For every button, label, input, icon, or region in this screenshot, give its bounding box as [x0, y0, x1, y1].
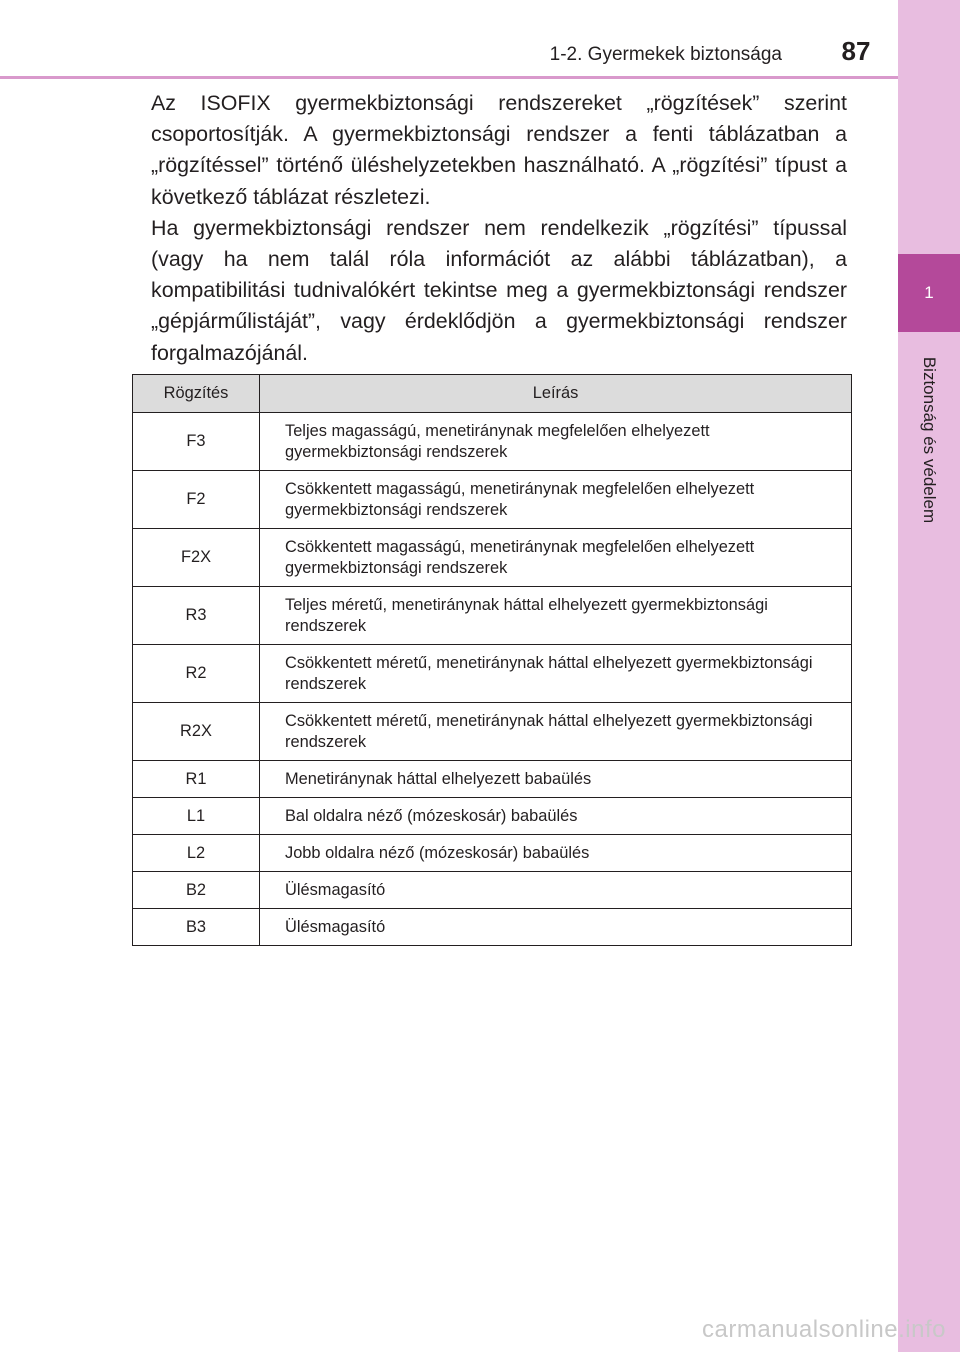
fixture-code: B2	[133, 872, 260, 909]
header-divider	[0, 76, 898, 79]
fixture-description: Ülésmagasító	[260, 909, 852, 946]
table-row	[133, 872, 852, 909]
table-row	[133, 761, 852, 798]
fixture-description: Teljes magasságú, menetiránynak megfelelően elhelyezett gyermekbiztonsági rendszerek	[260, 413, 852, 471]
table-row	[133, 587, 852, 645]
fixture-description: Csökkentett méretű, menetiránynak háttal elhelyezett gyermekbiztonsági rendszerek	[260, 703, 852, 761]
fixture-code: R3	[133, 587, 260, 645]
table-row	[133, 413, 852, 471]
fixture-code: B3	[133, 909, 260, 946]
table-header-row	[133, 375, 852, 413]
chapter-number: 1	[924, 283, 934, 302]
table-row	[133, 645, 852, 703]
fixture-code: R1	[133, 761, 260, 798]
fixture-description: Teljes méretű, menetiránynak háttal elhelyezett gyermekbiztonsági rendszerek	[260, 587, 852, 645]
fixture-code: F2	[133, 471, 260, 529]
isofix-fixture-table	[132, 374, 852, 946]
column-header-description: Leírás	[260, 375, 852, 413]
fixture-code: R2	[133, 645, 260, 703]
watermark: carmanualsonline.info	[702, 1316, 946, 1343]
fixture-code: F3	[133, 413, 260, 471]
paragraph-2: Ha gyermekbiztonsági rendszer nem rendelkezik „rögzítési” típussal (vagy ha nem talál róla információt az alábbi táblázatban), a kompatibilitási tudnivalókért tekintse meg a gyermekbiztonsági rendszer „gépjárműlistáját”, vagy érdeklődjön a gyermekbiztonsági rendszer forgalmazójánál.	[151, 215, 847, 365]
fixture-description: Csökkentett magasságú, menetiránynak megfelelően elhelyezett gyermekbiztonsági rendszerek	[260, 471, 852, 529]
body-text	[151, 88, 847, 369]
fixture-code: F2X	[133, 529, 260, 587]
chapter-tab[interactable]	[898, 254, 960, 332]
table-row	[133, 703, 852, 761]
table-row	[133, 798, 852, 835]
table-row	[133, 909, 852, 946]
fixture-description: Jobb oldalra néző (mózeskosár) babaülés	[260, 835, 852, 872]
paragraph-1: Az ISOFIX gyermekbiztonsági rendszereket „rögzítések” szerint csoportosítják. A gyermekbiztonsági rendszer a fenti táblázatban a „rögzítéssel” történő üléshelyzetekben használható. A „rögzítési” típust a következő táblázat részletezi.	[151, 91, 847, 209]
chapter-side-band	[898, 0, 960, 1352]
fixture-description: Menetiránynak háttal elhelyezett babaülés	[260, 761, 852, 798]
fixture-description: Csökkentett magasságú, menetiránynak megfelelően elhelyezett gyermekbiztonsági rendszerek	[260, 529, 852, 587]
page-number: 87	[841, 36, 871, 66]
chapter-title: Biztonság és védelem	[920, 356, 939, 524]
fixture-description: Csökkentett méretű, menetiránynak háttal elhelyezett gyermekbiztonsági rendszerek	[260, 645, 852, 703]
fixture-code: R2X	[133, 703, 260, 761]
column-header-fixture: Rögzítés	[133, 375, 260, 413]
table-row	[133, 529, 852, 587]
fixture-description: Bal oldalra néző (mózeskosár) babaülés	[260, 798, 852, 835]
table-row	[133, 471, 852, 529]
fixture-description: Ülésmagasító	[260, 872, 852, 909]
fixture-code: L2	[133, 835, 260, 872]
table-row	[133, 835, 852, 872]
fixture-code: L1	[133, 798, 260, 835]
section-title: 1-2. Gyermekek biztonsága	[549, 44, 782, 65]
